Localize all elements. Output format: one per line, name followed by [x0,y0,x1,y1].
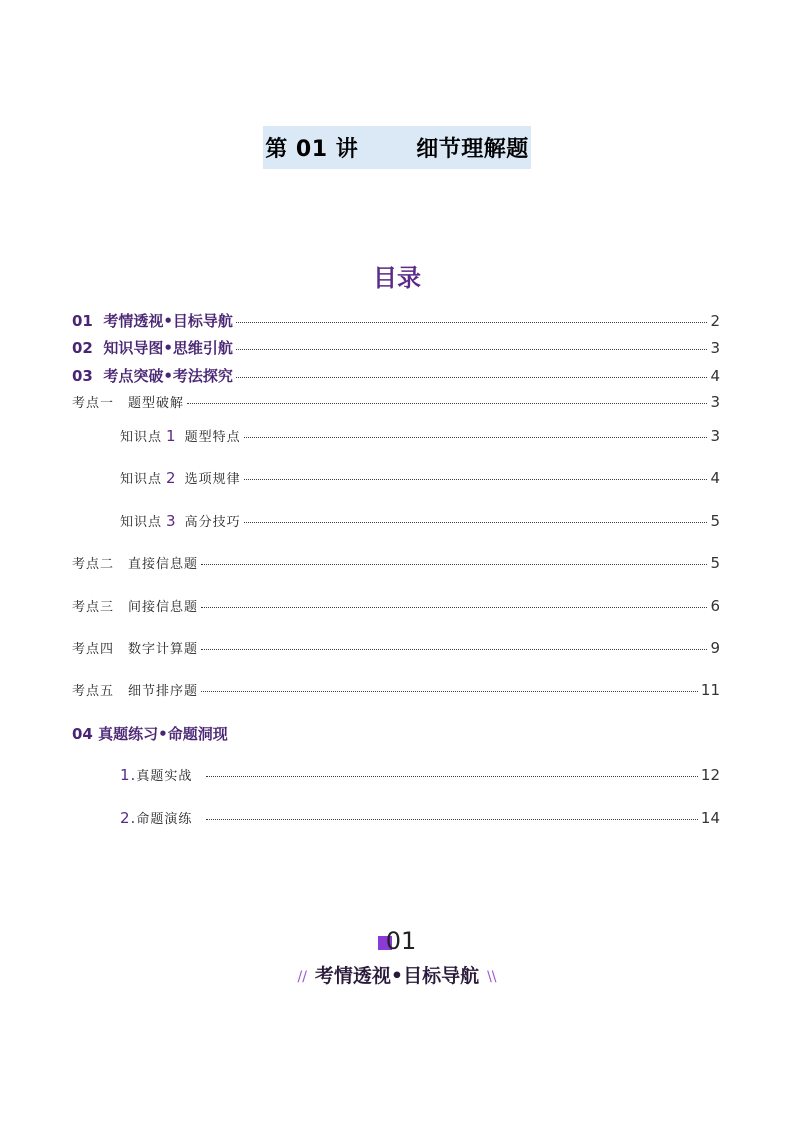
dot-leader [206,776,698,777]
toc-page-number: 4 [710,367,720,385]
double-slash-right-icon: \\ [487,969,497,985]
toc-entry-number: 02 [72,339,93,357]
toc-entry-label: 选项规律 [184,472,241,487]
toc-heading: 目录 [373,264,421,292]
toc-entry-number: 3 [166,512,177,530]
dot-leader [244,437,708,438]
toc-page-number: 6 [710,597,720,615]
dot-leader [236,377,708,378]
toc-entry-number: 1 [166,427,177,445]
section-title [0,961,794,988]
lecture-topic: 细节理解题 [416,137,529,162]
toc-entry-label: 细节排序题 [128,684,199,699]
toc-entry-label: 数字计算题 [128,642,199,657]
toc-entry-kaodian-1[interactable] [72,392,720,411]
toc-entry-label: 考点突破•考法探究 [103,367,233,385]
toc-page-number: 11 [700,681,720,699]
toc-entry-prefix: 考点一 [72,396,115,411]
toc-entry-prefix: 知识点 [120,430,163,445]
double-slash-left-icon: // [297,969,307,985]
toc-entry-prefix: 考点四 [72,642,115,657]
toc-entry-prefix: 考点五 [72,684,115,699]
dot-leader [244,479,708,480]
toc-entry-prefix: 知识点 [120,515,163,530]
lecture-number: 第 01 讲 [265,137,359,162]
toc-page-number: 5 [710,554,720,572]
toc-entry-practice-1[interactable] [120,765,720,784]
toc-entry-label: 高分技巧 [184,515,241,530]
toc-page-number: 12 [700,766,720,784]
toc-entry-kaodian-5[interactable] [72,680,720,699]
toc-entry-zhishidian-2[interactable] [120,468,720,487]
toc-entry-number: 03 [72,367,93,385]
toc-entry-03[interactable] [72,365,720,386]
dot-leader [201,691,698,692]
dot-leader [206,819,698,820]
toc-entry-prefix: 知识点 [120,472,163,487]
toc-page-number: 4 [710,469,720,487]
section-number [0,927,794,955]
toc-entry-label: 间接信息题 [128,600,199,615]
toc-entry-kaodian-3[interactable] [72,596,720,615]
toc-entry-number: 2 [166,469,177,487]
dot-leader [201,564,707,565]
toc-page-number: 3 [710,393,720,411]
dot-leader [244,522,708,523]
toc-entry-number: 04 [72,725,93,743]
toc-entry-label: 真题实战 [136,769,193,784]
toc-entry-label: 真题练习•命题洞现 [98,725,228,743]
toc-entry-01[interactable] [72,310,720,331]
dot-leader [201,607,707,608]
dot-leader [236,349,708,350]
section-title-text: 考情透视•目标导航 [314,965,480,987]
toc-page-number: 3 [710,427,720,445]
toc-entry-02[interactable] [72,337,720,358]
toc-entry-label: 知识导图•思维引航 [103,339,233,357]
toc-entry-prefix: 考点二 [72,557,115,572]
toc-page-number: 5 [710,512,720,530]
toc-entry-label: 直接信息题 [128,557,199,572]
toc-entry-zhishidian-1[interactable] [120,426,720,445]
toc-entry-label: 题型特点 [184,430,241,445]
toc-entry-label: 命题演练 [136,812,193,827]
dot-leader [187,403,707,404]
toc-page-number: 2 [710,312,720,330]
toc-entry-label: 考情透视•目标导航 [103,312,233,330]
toc-page-number: 14 [700,809,720,827]
section-number-text: 01 [385,927,417,955]
toc-entry-practice-2[interactable] [120,808,720,827]
toc-entry-kaodian-4[interactable] [72,638,720,657]
dot-leader [201,649,707,650]
toc-entry-prefix: 考点三 [72,600,115,615]
toc-entry-number: 01 [72,312,93,330]
toc-entry-label: 题型破解 [128,396,185,411]
toc-entry-number: 2. [120,809,137,827]
toc-entry-zhishidian-3[interactable] [120,511,720,530]
toc-entry-kaodian-2[interactable] [72,553,720,572]
toc-entry-number: 1. [120,766,137,784]
toc-page-number: 9 [710,639,720,657]
toc-entry-04[interactable] [72,723,720,744]
toc-page-number: 3 [710,339,720,357]
dot-leader [236,322,708,323]
